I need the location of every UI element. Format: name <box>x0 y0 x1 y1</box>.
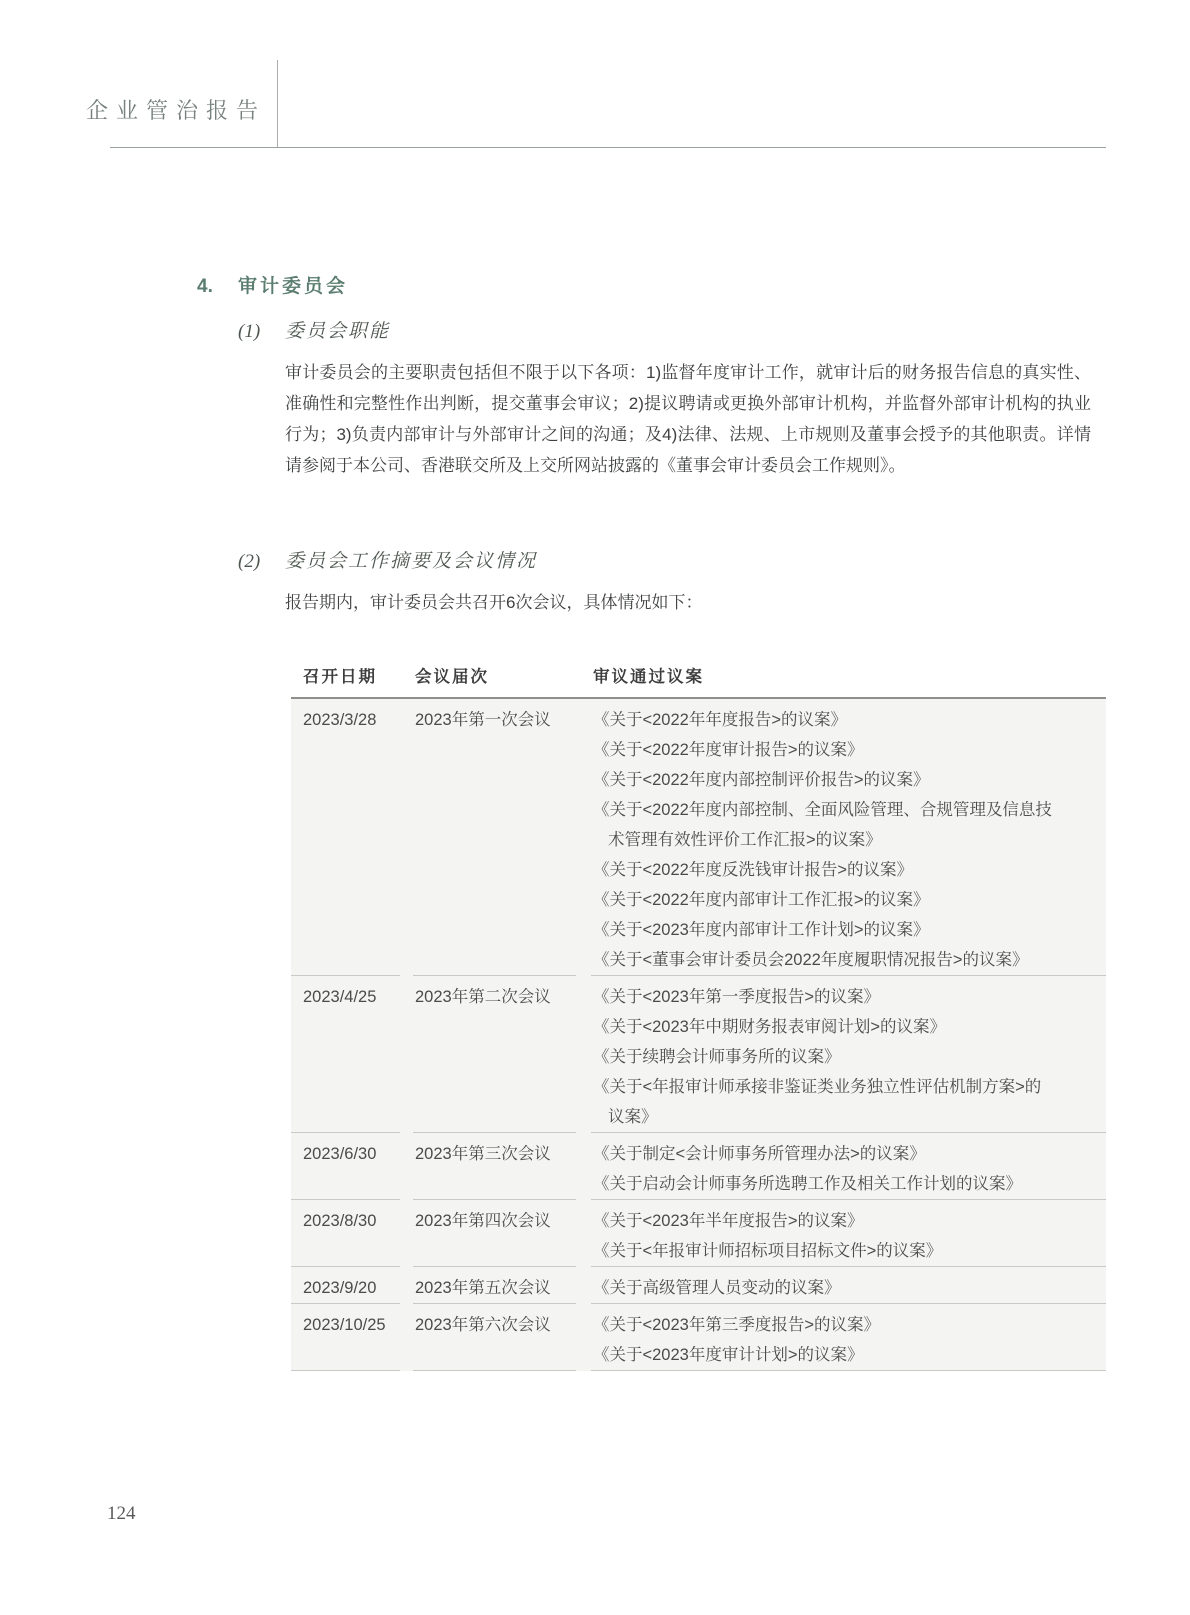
meeting-date-cell: 2023/10/25 <box>303 1316 386 1334</box>
resolution-line: 《关于高级管理人员变动的议案》 <box>593 1279 841 1297</box>
row-divider-segment <box>591 1370 1106 1371</box>
row-divider-segment <box>591 975 1106 976</box>
meeting-date-cell: 2023/6/30 <box>303 1145 377 1163</box>
meetings-table <box>291 662 1106 1371</box>
section-heading <box>197 271 348 298</box>
meeting-session-cell: 2023年第三次会议 <box>415 1145 551 1163</box>
row-divider-segment <box>413 1370 576 1371</box>
meeting-date-cell: 2023/3/28 <box>303 711 377 729</box>
resolution-line: 《关于<2022年年度报告>的议案》 <box>593 711 847 729</box>
row-divider-segment <box>413 1199 576 1200</box>
row-divider-segment <box>591 1132 1106 1133</box>
resolution-line: 《关于<2023年中期财务报表审阅计划>的议案》 <box>593 1018 946 1036</box>
subsection-2-heading <box>238 546 537 573</box>
committee-functions-paragraph: 审计委员会的主要职责包括但不限于以下各项：1)监督年度审计工作，就审计后的财务报告信息的真实性、准确性和完整性作出判断，提交董事会审议；2)提议聘请或更换外部审计机构，并监督外部审计机构的执业行为；3)负责内部审计与外部审计之间的沟通；及4)法律、法规、上市规则及董事会授予的其他职责。详情请参阅于本公司、香港联交所及上交所网站披露的《董事会审计委员会工作规则》。 <box>285 363 1091 475</box>
subsection-2-number: (2) <box>238 551 261 572</box>
resolution-line: 《关于<2023年第一季度报告>的议案》 <box>593 988 880 1006</box>
subsection-2-title: 委员会工作摘要及会议情况 <box>285 551 538 572</box>
row-divider-segment <box>413 1132 576 1133</box>
resolution-line: 《关于<2022年度反洗钱审计报告>的议案》 <box>593 861 913 879</box>
row-divider-segment <box>413 1266 576 1267</box>
resolution-line: 《关于制定<会计师事务所管理办法>的议案》 <box>593 1145 926 1163</box>
meeting-session-cell: 2023年第五次会议 <box>415 1279 551 1297</box>
row-divider-segment <box>413 1303 576 1304</box>
table-header-row <box>291 662 1106 692</box>
table-body <box>291 699 1106 1371</box>
row-divider-segment <box>291 975 400 976</box>
section-number: 4. <box>197 276 213 297</box>
row-divider-segment <box>291 1199 400 1200</box>
resolutions-cell <box>591 705 1106 975</box>
resolution-line: 《关于<2022年度内部控制评价报告>的议案》 <box>593 771 930 789</box>
running-header-title: 企业管治报告 <box>86 98 267 123</box>
resolution-line: 《关于<董事会审计委员会2022年度履职情况报告>的议案》 <box>593 951 1029 969</box>
resolution-line: 《关于启动会计师事务所选聘工作及相关工作计划的议案》 <box>593 1175 1022 1193</box>
table-header-2: 审议通过议案 <box>593 668 704 686</box>
table-row <box>291 699 1106 975</box>
subsection-1-title: 委员会职能 <box>285 321 391 342</box>
resolution-line: 《关于<年报审计师招标项目招标文件>的议案》 <box>593 1242 943 1260</box>
meeting-session-cell: 2023年第四次会议 <box>415 1212 551 1230</box>
meeting-session-cell: 2023年第六次会议 <box>415 1316 551 1334</box>
resolution-line: 议案》 <box>608 1108 658 1126</box>
row-divider-segment <box>413 975 576 976</box>
table-row <box>291 1304 1106 1370</box>
row-divider <box>291 1370 1106 1371</box>
resolution-line: 《关于<2022年度内部审计工作汇报>的议案》 <box>593 891 930 909</box>
resolutions-cell <box>591 1310 1106 1370</box>
resolution-line: 《关于<2023年第三季度报告>的议案》 <box>593 1316 880 1334</box>
meeting-session-cell: 2023年第二次会议 <box>415 988 551 1006</box>
header-vertical-rule <box>277 60 278 148</box>
row-divider <box>291 1199 1106 1200</box>
meeting-date-cell: 2023/4/25 <box>303 988 377 1006</box>
meetings-intro-text: 报告期内，审计委员会共召开6次会议，具体情况如下： <box>285 593 703 612</box>
table-row <box>291 1200 1106 1266</box>
resolutions-cell <box>591 982 1106 1132</box>
resolution-line: 《关于<2023年度审计计划>的议案》 <box>593 1346 864 1364</box>
resolution-line: 《关于<2022年度审计报告>的议案》 <box>593 741 864 759</box>
row-divider-segment <box>591 1266 1106 1267</box>
row-divider-segment <box>291 1370 400 1371</box>
table-row <box>291 1133 1106 1199</box>
row-divider <box>291 975 1106 976</box>
page-number: 124 <box>107 1503 136 1524</box>
resolution-line: 术管理有效性评价工作汇报>的议案》 <box>608 831 882 849</box>
resolutions-cell <box>591 1273 1106 1303</box>
row-divider-segment <box>291 1266 400 1267</box>
subsection-1-heading <box>238 316 390 343</box>
row-divider-segment <box>291 1132 400 1133</box>
section-title: 审计委员会 <box>238 276 349 297</box>
row-divider-segment <box>291 1303 400 1304</box>
row-divider <box>291 1132 1106 1133</box>
resolution-line: 《关于<2023年度内部审计工作计划>的议案》 <box>593 921 930 939</box>
resolution-line: 《关于<2023年半年度报告>的议案》 <box>593 1212 864 1230</box>
meeting-date-cell: 2023/8/30 <box>303 1212 377 1230</box>
resolutions-cell <box>591 1139 1106 1199</box>
table-header-1: 会议届次 <box>415 668 489 686</box>
table-header-0: 召开日期 <box>303 668 377 686</box>
meeting-date-cell: 2023/9/20 <box>303 1279 377 1297</box>
row-divider <box>291 1303 1106 1304</box>
resolution-line: 《关于<2022年度内部控制、全面风险管理、合规管理及信息技 <box>593 801 1052 819</box>
header-horizontal-rule <box>110 147 1106 148</box>
resolution-line: 《关于续聘会计师事务所的议案》 <box>593 1048 841 1066</box>
subsection-1-number: (1) <box>238 321 261 342</box>
row-divider-segment <box>591 1303 1106 1304</box>
resolutions-cell <box>591 1206 1106 1266</box>
resolution-line: 《关于<年报审计师承接非鉴证类业务独立性评估机制方案>的 <box>593 1078 1042 1096</box>
table-row <box>291 976 1106 1132</box>
row-divider-segment <box>591 1199 1106 1200</box>
table-row <box>291 1267 1106 1303</box>
meeting-session-cell: 2023年第一次会议 <box>415 711 551 729</box>
row-divider <box>291 1266 1106 1267</box>
